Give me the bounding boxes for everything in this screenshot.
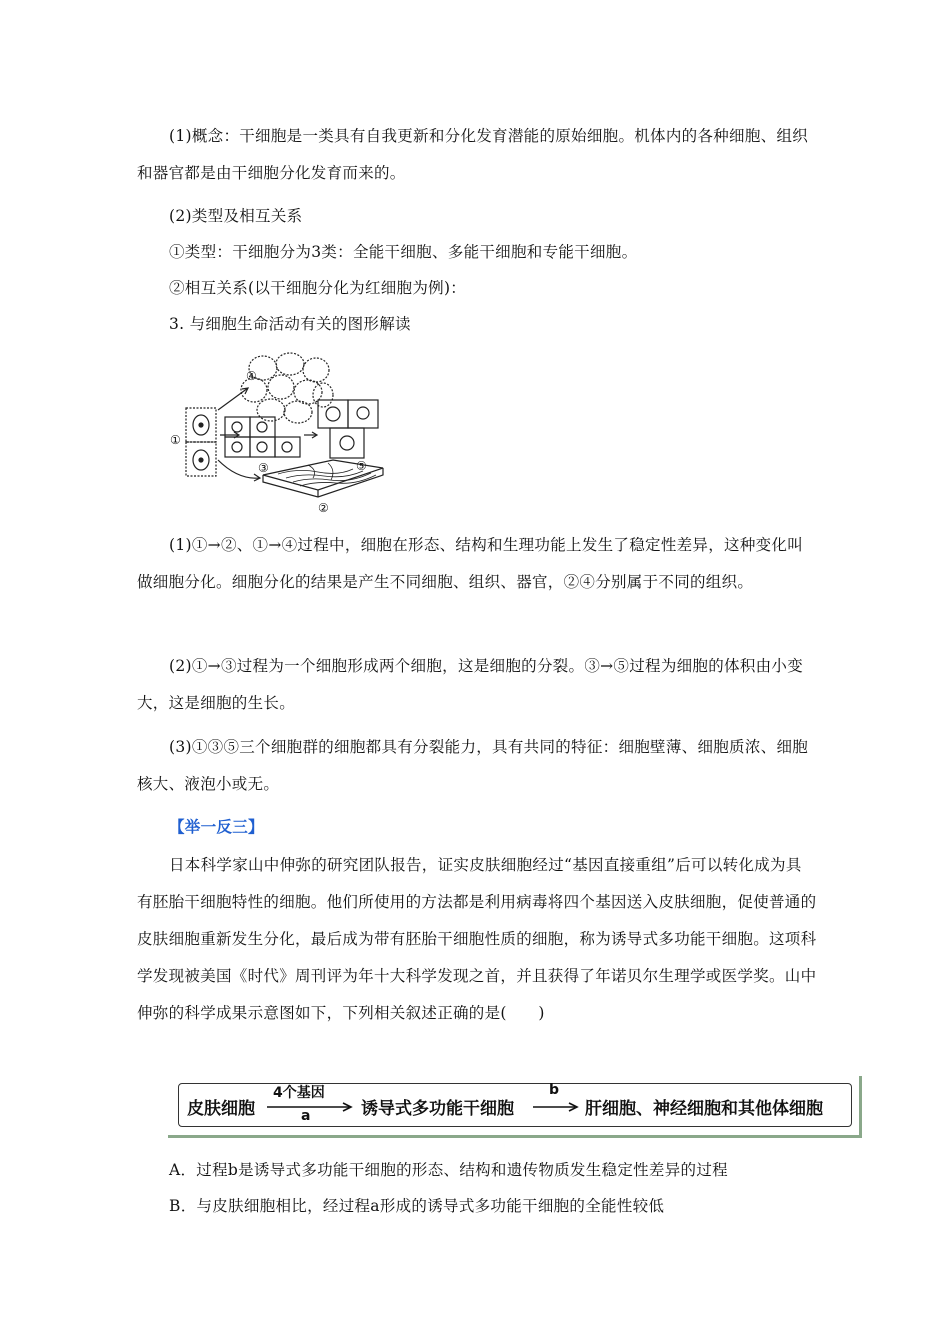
arrow2-top-label: b xyxy=(549,1082,560,1098)
arrow1-top-label: 4个基因 xyxy=(273,1085,325,1101)
flow-middle: 诱导式多功能干细胞 xyxy=(361,1099,514,1119)
label-2: ② xyxy=(318,501,329,515)
option-a: A．过程b是诱导式多功能干细胞的形态、结构和遗传物质发生稳定性差异的过程 xyxy=(169,1161,728,1179)
practice-tag: 【举一反三】 xyxy=(169,817,264,836)
label-1: ① xyxy=(170,433,181,447)
explanation-3: (3)①③⑤三个细胞群的细胞都具有分裂能力，具有共同的特征：细胞壁薄、细胞质浓、细胞核大、液泡小或无。 xyxy=(137,738,809,793)
label-3: ③ xyxy=(258,461,269,475)
types-title: (2)类型及相互关系 xyxy=(169,207,303,225)
section-3-heading: 3. 与细胞生命活动有关的图形解读 xyxy=(169,315,411,333)
explanation-1: (1)①→②、①→④过程中，细胞在形态、结构和生理功能上发生了稳定性差异，这种变化叫做细胞分化。细胞分化的结果是产生不同细胞、组织、器官，②④分别属于不同的组织。 xyxy=(137,536,804,591)
flow-end: 肝细胞、神经细胞和其他体细胞 xyxy=(585,1099,823,1119)
question-stem: 日本科学家山中伸弥的研究团队报告，证实皮肤细胞经过“基因直接重组”后可以转化成为具有胚胎干细胞特性的细胞。他们所使用的方法都是利用病毒将四个基因送入皮肤细胞，促使普通的皮肤细胞重新发生分化，最后成为带有胚胎干细胞性质的细胞，称为诱导式多功能干细胞。这项科学发现被美国《时代》周刊评为年十大科学发现之首，并且获得了年诺贝尔生理学或医学奖。山中伸弥的科学成果示意图如下，下列相关叙述正确的是( ) xyxy=(137,856,817,1022)
flow-diagram xyxy=(168,1076,862,1138)
flow-box xyxy=(178,1083,852,1127)
option-b: B．与皮肤细胞相比，经过程a形成的诱导式多功能干细胞的全能性较低 xyxy=(169,1197,665,1215)
relation-line: ②相互关系(以干细胞分化为红细胞为例)： xyxy=(169,279,467,297)
cell-differentiation-diagram xyxy=(168,350,408,515)
types-line: ①类型：干细胞分为3类：全能干细胞、多能干细胞和专能干细胞。 xyxy=(169,243,638,261)
concept-paragraph: (1)概念：干细胞是一类具有自我更新和分化发育潜能的原始细胞。机体内的各种细胞、组织和器官都是由干细胞分化发育而来的。 xyxy=(137,127,809,182)
explanation-2: (2)①→③过程为一个细胞形成两个细胞，这是细胞的分裂。③→⑤过程为细胞的体积由小变大，这是细胞的生长。 xyxy=(137,657,804,712)
label-5: ⑤ xyxy=(356,459,367,473)
flow-start: 皮肤细胞 xyxy=(187,1099,255,1119)
arrow2-icon xyxy=(531,1102,581,1112)
label-4: ④ xyxy=(246,369,257,383)
arrow1-bottom-label: a xyxy=(301,1108,311,1124)
